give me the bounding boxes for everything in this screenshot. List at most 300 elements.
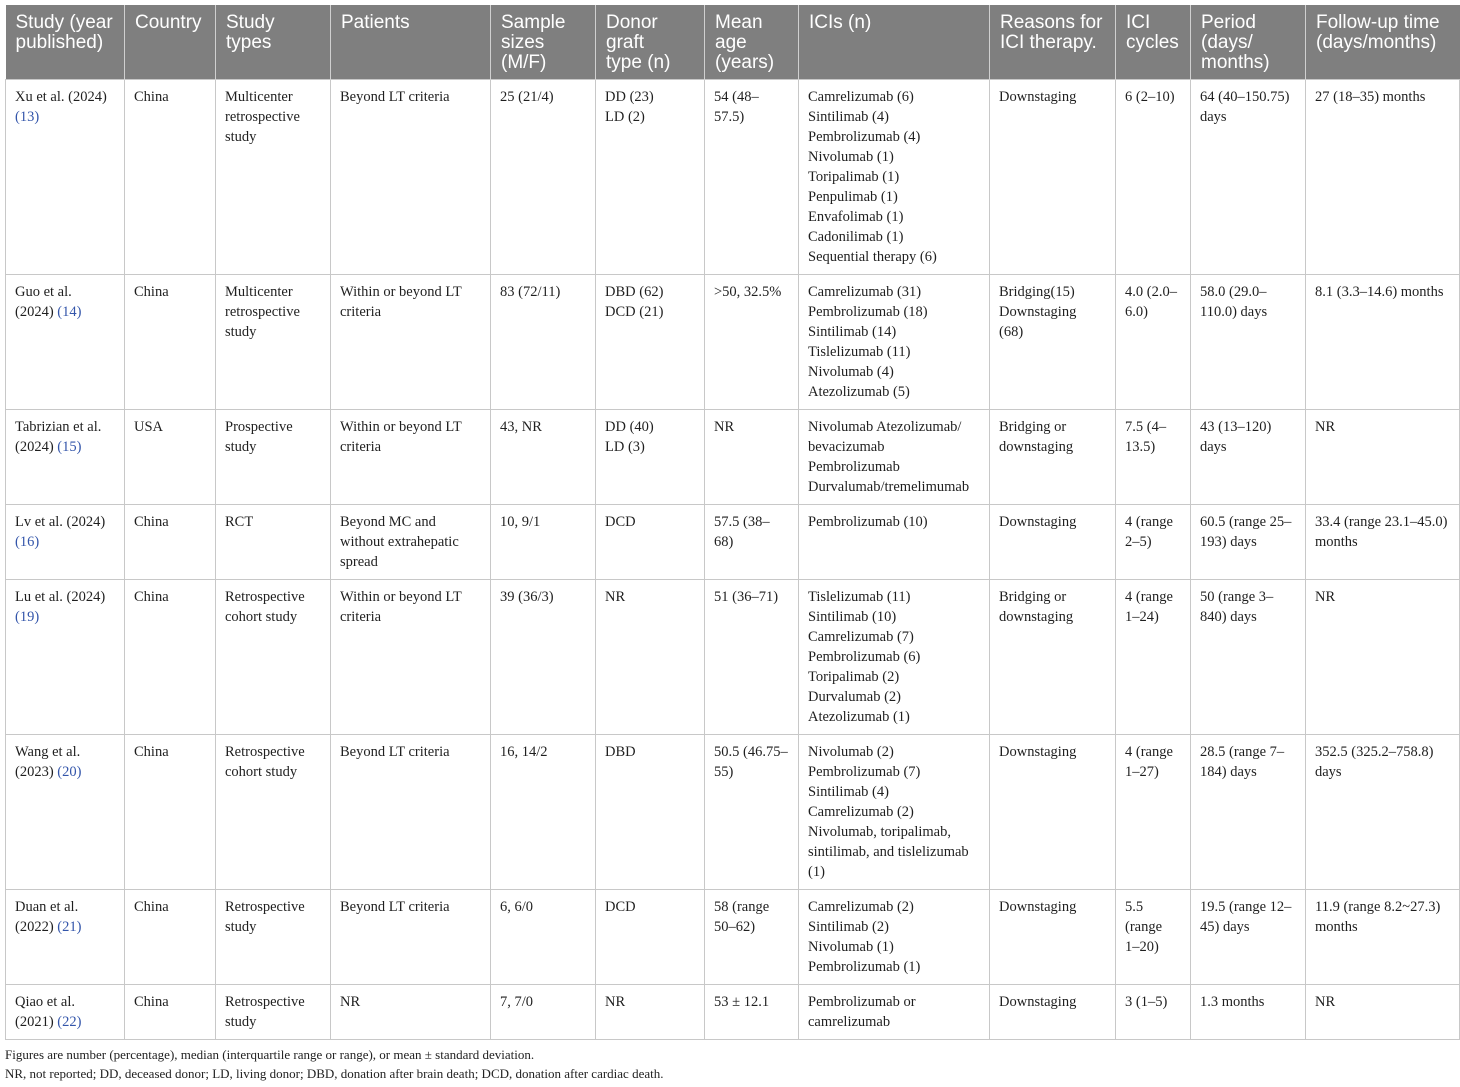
- cell-line: Retrospective: [225, 744, 305, 760]
- cell-donor: [596, 80, 705, 275]
- cell-line: months: [1315, 534, 1358, 550]
- table-row: [6, 80, 1460, 275]
- cell-donor: [596, 580, 705, 735]
- cell-age: [705, 580, 799, 735]
- cell-line: China: [134, 514, 169, 530]
- cell-icis: [799, 80, 990, 275]
- cell-line: Sequential therapy (6): [808, 249, 937, 265]
- cell-line: 57.5): [714, 109, 745, 125]
- cell-cycles: [1116, 410, 1191, 505]
- cell-country: [125, 735, 216, 890]
- cell-sample: [491, 505, 596, 580]
- cell-line: DBD: [605, 744, 636, 760]
- column-header-donor: [596, 5, 705, 80]
- cell-line: study: [225, 1014, 257, 1030]
- cell-line: cohort study: [225, 609, 298, 625]
- cell-line: NR: [340, 994, 361, 1010]
- cell-line: >50, 32.5%: [714, 284, 782, 300]
- column-header-line: (years): [715, 52, 775, 73]
- cell-line: 1–24): [1125, 609, 1159, 625]
- cell-cycles: [1116, 505, 1191, 580]
- column-header-line: Follow-up time: [1316, 12, 1440, 33]
- cell-type: [216, 580, 331, 735]
- cell-line: 10, 9/1: [500, 514, 541, 530]
- cell-line: 1–20): [1125, 939, 1159, 955]
- cell-line: DD (40): [605, 419, 654, 435]
- cell-line: Pembrolizumab (7): [808, 764, 921, 780]
- cell-line: Beyond LT criteria: [340, 744, 450, 760]
- cell-line: 840) days: [1200, 609, 1257, 625]
- cell-study: [6, 735, 125, 890]
- reference-link[interactable]: (16): [15, 534, 40, 550]
- cell-line: (68): [999, 324, 1024, 340]
- cell-line: [15, 107, 115, 127]
- cell-line: 58 (range: [714, 899, 770, 915]
- cell-line: 6 (2–10): [1125, 89, 1175, 105]
- cell-sample: [491, 580, 596, 735]
- cell-line: 54 (48–: [714, 89, 759, 105]
- cell-line: 53 ± 12.1: [714, 994, 770, 1010]
- cell-line: retrospective: [225, 109, 300, 125]
- cell-line: 6.0): [1125, 304, 1148, 320]
- column-header-line: Mean: [715, 12, 763, 33]
- cell-line: DBD (62): [605, 284, 664, 300]
- cell-sample: [491, 410, 596, 505]
- table-row: [6, 890, 1460, 985]
- cell-sample: [491, 275, 596, 410]
- cell-line: 68): [714, 534, 734, 550]
- cell-line: Beyond LT criteria: [340, 899, 450, 915]
- cell-line: Guo et al.: [15, 284, 72, 300]
- cell-line: LD (3): [605, 439, 645, 455]
- cell-line: 28.5 (range 7–: [1200, 744, 1285, 760]
- cell-line: days: [1315, 764, 1342, 780]
- column-header-study: [6, 5, 125, 80]
- cell-line: (2021): [15, 1014, 54, 1030]
- cell-line: Beyond MC and: [340, 514, 436, 530]
- cell-line-group: [15, 302, 115, 322]
- cell-line: 7, 7/0: [500, 994, 534, 1010]
- cell-line: retrospective: [225, 304, 300, 320]
- cell-line: (2024): [15, 304, 54, 320]
- reference-link[interactable]: (22): [57, 1014, 82, 1030]
- cell-line: NR: [605, 589, 626, 605]
- cell-followup: [1306, 985, 1460, 1040]
- cell-line: days: [1200, 439, 1227, 455]
- cell-donor: [596, 735, 705, 890]
- cell-patients: [331, 505, 491, 580]
- cell-line: Nivolumab (2): [808, 744, 894, 760]
- column-header-line: graft: [606, 32, 645, 53]
- reference-link[interactable]: (13): [15, 109, 40, 125]
- cell-country: [125, 985, 216, 1040]
- cell-cycles: [1116, 890, 1191, 985]
- cell-line: 60.5 (range 25–: [1200, 514, 1292, 530]
- cell-type: [216, 735, 331, 890]
- column-header-line: (days/months): [1316, 32, 1437, 53]
- cell-sample: [491, 985, 596, 1040]
- cell-line: Within or beyond LT: [340, 284, 462, 300]
- cell-type: [216, 410, 331, 505]
- cell-donor: [596, 985, 705, 1040]
- cell-icis: [799, 890, 990, 985]
- cell-period: [1191, 410, 1306, 505]
- cell-sample: [491, 735, 596, 890]
- column-header-line: ICIs (n): [809, 12, 872, 33]
- cell-study: [6, 505, 125, 580]
- cell-line: Atezolizumab (1): [808, 709, 910, 725]
- cell-line: Bridging(15): [999, 284, 1075, 300]
- cell-line: 11.9 (range 8.2~27.3): [1315, 899, 1441, 915]
- cell-type: [216, 985, 331, 1040]
- cell-line: NR: [1315, 994, 1336, 1010]
- cell-country: [125, 505, 216, 580]
- column-header-sample: [491, 5, 596, 80]
- reference-link[interactable]: (20): [57, 764, 82, 780]
- cell-donor: [596, 890, 705, 985]
- column-header-reasons: [990, 5, 1116, 80]
- cell-line: Wang et al.: [15, 744, 81, 760]
- cell-line: 193) days: [1200, 534, 1257, 550]
- cell-line: Downstaging: [999, 89, 1077, 105]
- cell-line: Durvalumab (2): [808, 689, 902, 705]
- cell-line: Pembrolizumab (4): [808, 129, 921, 145]
- column-header-cycles: [1116, 5, 1191, 80]
- cell-line: Retrospective: [225, 589, 305, 605]
- cell-line: DCD (21): [605, 304, 664, 320]
- cell-line: Prospective: [225, 419, 293, 435]
- cell-reasons: [990, 580, 1116, 735]
- cell-line: Xu et al. (2024): [15, 89, 107, 105]
- cell-line: DCD: [605, 514, 636, 530]
- cell-cycles: [1116, 985, 1191, 1040]
- cell-line: 5.5: [1125, 899, 1144, 915]
- cell-line: Envafolimab (1): [808, 209, 904, 225]
- cell-line: 13.5): [1125, 439, 1156, 455]
- column-header-line: Study: [226, 12, 275, 33]
- cell-patients: [331, 985, 491, 1040]
- column-header-period: [1191, 5, 1306, 80]
- cell-line: 4.0 (2.0–: [1125, 284, 1177, 300]
- cell-reasons: [990, 985, 1116, 1040]
- cell-age: [705, 985, 799, 1040]
- cell-line: 184) days: [1200, 764, 1257, 780]
- column-header-country: [125, 5, 216, 80]
- cell-line: (2022): [15, 919, 54, 935]
- cell-line: Durvalumab/tremelimumab: [808, 479, 970, 495]
- table-row: [6, 410, 1460, 505]
- cell-line: criteria: [340, 609, 382, 625]
- cell-line: 19.5 (range 12–: [1200, 899, 1292, 915]
- cell-patients: [331, 735, 491, 890]
- cell-cycles: [1116, 735, 1191, 890]
- cell-sample: [491, 80, 596, 275]
- cell-line: Within or beyond LT: [340, 589, 462, 605]
- cell-line: Camrelizumab (6): [808, 89, 914, 105]
- reference-link[interactable]: (14): [57, 304, 82, 320]
- cell-line: (2023): [15, 764, 54, 780]
- cell-line: 43, NR: [500, 419, 542, 435]
- cell-line-group: [15, 917, 115, 937]
- cell-line: 16, 14/2: [500, 744, 548, 760]
- cell-reasons: [990, 80, 1116, 275]
- cell-line: 45) days: [1200, 919, 1250, 935]
- cell-line: 25 (21/4): [500, 89, 554, 105]
- reference-link[interactable]: (15): [57, 439, 82, 455]
- cell-line: 7.5 (4–: [1125, 419, 1167, 435]
- table-row: [6, 275, 1460, 410]
- cell-donor: [596, 505, 705, 580]
- cell-line: LD (2): [605, 109, 645, 125]
- cell-line: NR: [1315, 589, 1336, 605]
- cell-line: Retrospective: [225, 899, 305, 915]
- column-header-line: Study (year: [15, 12, 113, 33]
- cell-age: [705, 735, 799, 890]
- table-row: [6, 580, 1460, 735]
- cell-line: Within or beyond LT: [340, 419, 462, 435]
- cell-study: [6, 985, 125, 1040]
- cell-line: Tislelizumab (11): [808, 589, 911, 605]
- cell-country: [125, 410, 216, 505]
- cell-line: Nivolumab (1): [808, 939, 894, 955]
- column-header-line: Country: [135, 12, 202, 33]
- cell-line: (range: [1125, 919, 1163, 935]
- cell-type: [216, 505, 331, 580]
- column-header-line: sizes: [501, 32, 545, 53]
- cell-line: 50–62): [714, 919, 756, 935]
- cell-line: Downstaging: [999, 744, 1077, 760]
- cell-reasons: [990, 890, 1116, 985]
- cell-line: Camrelizumab (2): [808, 804, 914, 820]
- table-container: [5, 5, 1455, 1040]
- cell-line: China: [134, 589, 169, 605]
- column-header-line: Sample: [501, 12, 566, 33]
- cell-line: Nivolumab Atezolizumab/: [808, 419, 962, 435]
- cell-reasons: [990, 735, 1116, 890]
- cell-line: NR: [714, 419, 735, 435]
- cell-icis: [799, 580, 990, 735]
- cell-line: Pembrolizumab (6): [808, 649, 921, 665]
- study-table: [5, 5, 1460, 1040]
- cell-line: study: [225, 129, 257, 145]
- cell-icis: [799, 985, 990, 1040]
- cell-line: Cadonilimab (1): [808, 229, 904, 245]
- reference-link[interactable]: (19): [15, 609, 40, 625]
- cell-icis: [799, 505, 990, 580]
- cell-type: [216, 80, 331, 275]
- cell-patients: [331, 580, 491, 735]
- cell-line: 3 (1–5): [1125, 994, 1168, 1010]
- cell-followup: [1306, 890, 1460, 985]
- cell-line: Qiao et al.: [15, 994, 75, 1010]
- cell-period: [1191, 890, 1306, 985]
- column-header-line: (M/F): [501, 52, 547, 73]
- cell-line: study: [225, 919, 257, 935]
- column-header-icis: [799, 5, 990, 80]
- cell-line: Nivolumab (4): [808, 364, 894, 380]
- cell-period: [1191, 505, 1306, 580]
- cell-line-group: [15, 1012, 115, 1032]
- cell-patients: [331, 890, 491, 985]
- footnote: Figures are number (percentage), median (interquartile range or range), or mean ± standard deviation.: [5, 1047, 535, 1062]
- table-row: [6, 505, 1460, 580]
- cell-line: 57.5 (38–: [714, 514, 770, 530]
- cell-reasons: [990, 505, 1116, 580]
- cell-line: Bridging or: [999, 589, 1067, 605]
- column-header-line: cycles: [1126, 32, 1179, 53]
- cell-study: [6, 80, 125, 275]
- cell-line: 27 (18–35) months: [1315, 89, 1426, 105]
- cell-period: [1191, 580, 1306, 735]
- cell-line: (2024): [15, 439, 54, 455]
- reference-link[interactable]: (21): [57, 919, 82, 935]
- cell-age: [705, 80, 799, 275]
- cell-line: Multicenter: [225, 284, 293, 300]
- cell-line: NR: [605, 994, 626, 1010]
- cell-line: Atezolizumab (5): [808, 384, 910, 400]
- cell-line: Toripalimab (2): [808, 669, 900, 685]
- column-header-type: [216, 5, 331, 80]
- cell-line: 1–27): [1125, 764, 1159, 780]
- cell-line: days: [1200, 109, 1227, 125]
- cell-line: [15, 532, 115, 552]
- cell-line: Camrelizumab (31): [808, 284, 922, 300]
- column-header-line: Patients: [341, 12, 410, 33]
- cell-country: [125, 890, 216, 985]
- column-header-line: age: [715, 32, 747, 53]
- cell-line: study: [225, 439, 257, 455]
- cell-line: [15, 607, 115, 627]
- cell-donor: [596, 410, 705, 505]
- cell-line: 64 (40–150.75): [1200, 89, 1290, 105]
- column-header-patients: [331, 5, 491, 80]
- cell-country: [125, 80, 216, 275]
- cell-line: 50.5 (46.75–: [714, 744, 788, 760]
- cell-line: 43 (13–120): [1200, 419, 1272, 435]
- cell-line: 55): [714, 764, 734, 780]
- column-header-line: Period: [1201, 12, 1256, 33]
- cell-line: Multicenter: [225, 89, 293, 105]
- cell-line: USA: [134, 419, 164, 435]
- cell-followup: [1306, 580, 1460, 735]
- cell-age: [705, 890, 799, 985]
- cell-line: criteria: [340, 304, 382, 320]
- cell-study: [6, 580, 125, 735]
- table-row: [6, 735, 1460, 890]
- cell-age: [705, 410, 799, 505]
- table-footnotes: [5, 1045, 1455, 1083]
- cell-line: 8.1 (3.3–14.6) months: [1315, 284, 1444, 300]
- cell-line: China: [134, 994, 169, 1010]
- cell-line: sintilimab, and tislelizumab: [808, 844, 969, 860]
- column-header-line: (days/: [1201, 32, 1253, 53]
- cell-line: DCD: [605, 899, 636, 915]
- cell-period: [1191, 275, 1306, 410]
- cell-line: Sintilimab (4): [808, 109, 889, 125]
- cell-line: Tislelizumab (11): [808, 344, 911, 360]
- cell-line: Pembrolizumab: [808, 459, 900, 475]
- cell-line: Toripalimab (1): [808, 169, 900, 185]
- column-header-line: months): [1201, 52, 1270, 73]
- cell-study: [6, 275, 125, 410]
- cell-line: 6, 6/0: [500, 899, 534, 915]
- cell-type: [216, 275, 331, 410]
- cell-line: China: [134, 744, 169, 760]
- cell-line: China: [134, 899, 169, 915]
- cell-patients: [331, 80, 491, 275]
- cell-country: [125, 580, 216, 735]
- cell-line: Downstaging: [999, 994, 1077, 1010]
- cell-line: Downstaging: [999, 514, 1077, 530]
- column-header-line: Reasons for: [1000, 12, 1103, 33]
- cell-period: [1191, 985, 1306, 1040]
- cell-line: 1.3 months: [1200, 994, 1265, 1010]
- cell-patients: [331, 275, 491, 410]
- cell-line: DD (23): [605, 89, 654, 105]
- cell-line: (1): [808, 864, 825, 880]
- cell-followup: [1306, 410, 1460, 505]
- cell-line: Bridging or: [999, 419, 1067, 435]
- cell-line: Pembrolizumab (1): [808, 959, 921, 975]
- cell-period: [1191, 735, 1306, 890]
- cell-icis: [799, 410, 990, 505]
- cell-line: downstaging: [999, 609, 1074, 625]
- column-header-line: type (n): [606, 52, 671, 73]
- cell-line: downstaging: [999, 439, 1074, 455]
- cell-cycles: [1116, 80, 1191, 275]
- cell-line: Downstaging: [999, 304, 1077, 320]
- column-header-line: types: [226, 32, 272, 53]
- cell-reasons: [990, 410, 1116, 505]
- cell-line: bevacizumab: [808, 439, 885, 455]
- cell-line: camrelizumab: [808, 1014, 891, 1030]
- cell-line: without extrahepatic: [340, 534, 459, 550]
- cell-line: 2–5): [1125, 534, 1152, 550]
- cell-country: [125, 275, 216, 410]
- cell-line: cohort study: [225, 764, 298, 780]
- cell-line: Sintilimab (4): [808, 784, 889, 800]
- cell-followup: [1306, 80, 1460, 275]
- cell-line: Lu et al. (2024): [15, 589, 106, 605]
- footnote: NR, not reported; DD, deceased donor; LD, living donor; DBD, donation after brain death; DCD, donation after cardiac death.: [5, 1066, 664, 1081]
- cell-line: Camrelizumab (2): [808, 899, 914, 915]
- cell-age: [705, 505, 799, 580]
- cell-line: Sintilimab (14): [808, 324, 897, 340]
- cell-reasons: [990, 275, 1116, 410]
- cell-line: Camrelizumab (7): [808, 629, 914, 645]
- cell-line: study: [225, 324, 257, 340]
- cell-line-group: [15, 437, 115, 457]
- cell-line: criteria: [340, 439, 382, 455]
- cell-icis: [799, 735, 990, 890]
- cell-patients: [331, 410, 491, 505]
- cell-line: 58.0 (29.0–: [1200, 284, 1267, 300]
- cell-donor: [596, 275, 705, 410]
- cell-cycles: [1116, 580, 1191, 735]
- cell-line: Pembrolizumab or: [808, 994, 916, 1010]
- column-header-line: published): [15, 32, 104, 53]
- cell-line: 39 (36/3): [500, 589, 554, 605]
- cell-line: 33.4 (range 23.1–45.0): [1315, 514, 1448, 530]
- cell-line: 4 (range: [1125, 514, 1173, 530]
- cell-line: Beyond LT criteria: [340, 89, 450, 105]
- cell-line: 352.5 (325.2–758.8): [1315, 744, 1434, 760]
- cell-type: [216, 890, 331, 985]
- cell-cycles: [1116, 275, 1191, 410]
- cell-line: Pembrolizumab (10): [808, 514, 928, 530]
- cell-study: [6, 890, 125, 985]
- cell-line: Duan et al.: [15, 899, 79, 915]
